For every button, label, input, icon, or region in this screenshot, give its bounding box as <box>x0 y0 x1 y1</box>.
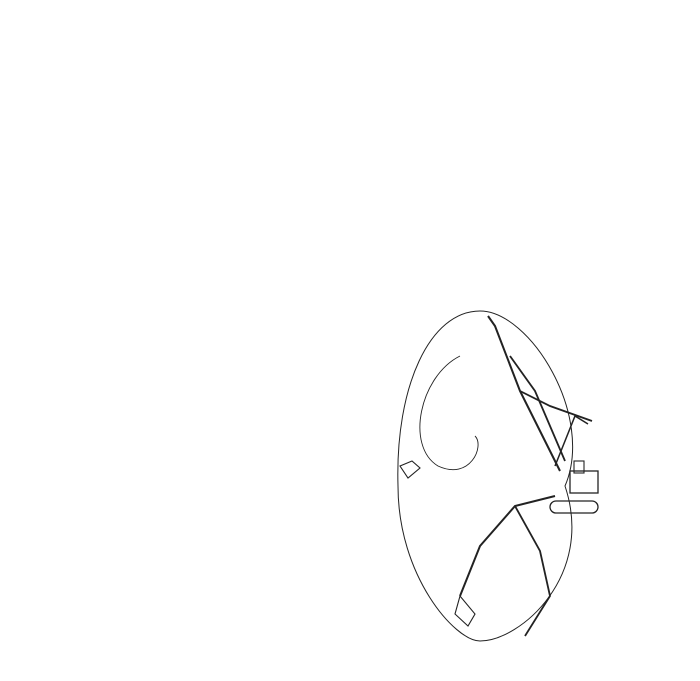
bucket-left <box>400 461 420 478</box>
working-range-diagram <box>360 296 600 668</box>
inner-arc <box>420 356 478 470</box>
arm-deep <box>515 506 550 636</box>
arm-raised <box>520 391 592 421</box>
boom-lowered <box>460 496 555 596</box>
working-envelope <box>398 311 573 641</box>
arm-lowered <box>555 416 588 466</box>
bucket-deep <box>455 596 475 626</box>
machine-body <box>570 471 598 493</box>
track <box>550 501 598 513</box>
excavator-illustration <box>398 311 598 641</box>
